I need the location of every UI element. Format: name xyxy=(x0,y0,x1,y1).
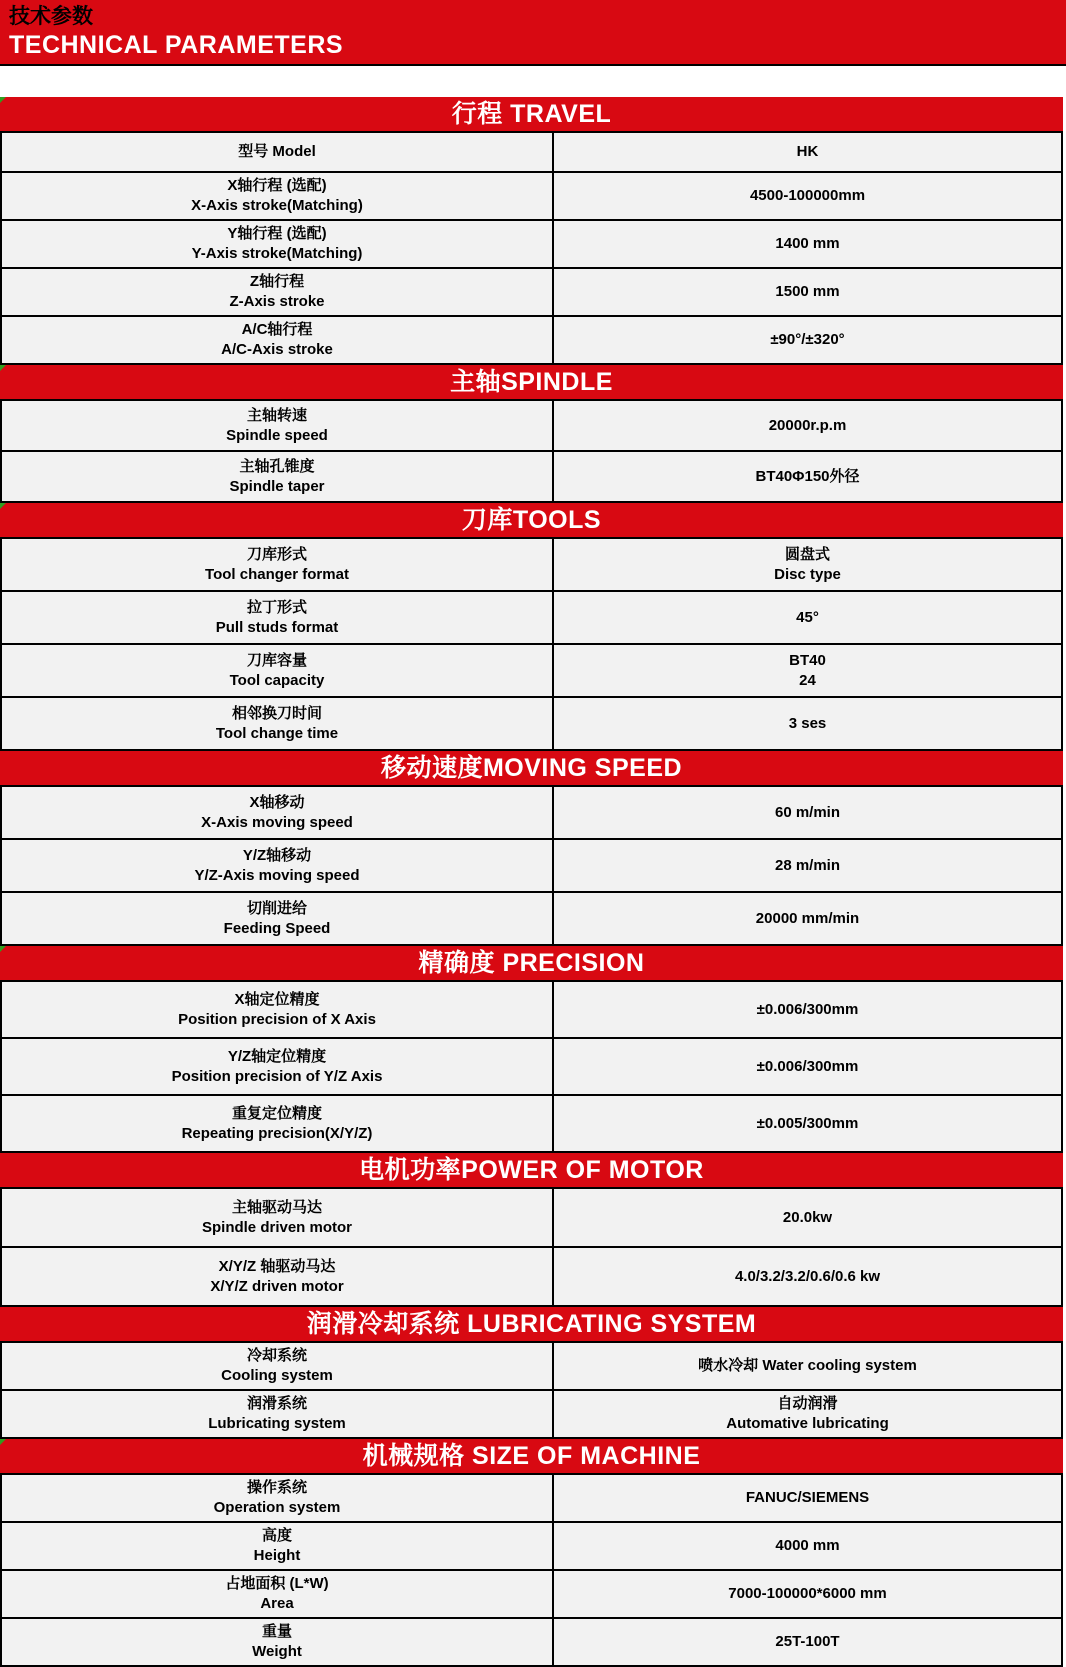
row-value-line: 4500-100000mm xyxy=(749,187,866,204)
row-value xyxy=(554,1571,1061,1617)
row-label-line: Tool changer format xyxy=(205,565,349,583)
row-label xyxy=(2,787,554,838)
section-precision xyxy=(0,946,1063,1153)
row-label-line: 刀库容量 xyxy=(246,651,307,669)
row-label-line: Weight xyxy=(252,1643,302,1660)
row-value-line: BT40Φ150外径 xyxy=(755,467,860,485)
row-label xyxy=(2,893,554,944)
table-row xyxy=(0,1475,1063,1523)
row-label xyxy=(2,539,554,590)
row-label-line: X/Y/Z 轴驱动马达 xyxy=(218,1257,336,1275)
technical-parameters-table xyxy=(0,97,1063,1667)
row-label-line: Pull studs format xyxy=(215,618,339,636)
row-value-line: 20000r.p.m xyxy=(768,416,847,434)
row-value-line: HK xyxy=(796,143,819,160)
row-label-line: 刀库形式 xyxy=(246,545,307,563)
section-lubricating-system xyxy=(0,1307,1063,1439)
row-value xyxy=(554,1248,1061,1305)
row-label xyxy=(2,698,554,749)
section-size-of-machine xyxy=(0,1439,1063,1667)
row-label xyxy=(2,1248,554,1305)
row-label-line: A/C轴行程 xyxy=(241,321,313,338)
row-value xyxy=(554,1619,1061,1665)
row-label-line: Spindle speed xyxy=(226,426,328,444)
page-title-zh: 技术参数 xyxy=(9,5,93,28)
row-label-line: Lubricating system xyxy=(208,1415,346,1432)
row-value xyxy=(554,1391,1061,1437)
row-value-line: 24 xyxy=(799,671,816,689)
row-label xyxy=(2,452,554,501)
row-label-line: Y-Axis stroke(Matching) xyxy=(191,245,363,262)
table-row xyxy=(0,1391,1063,1439)
row-label-line: X轴行程 (选配) xyxy=(227,177,327,194)
table-row xyxy=(0,317,1063,365)
row-value-line: 7000-100000*6000 mm xyxy=(728,1585,887,1602)
section-travel xyxy=(0,97,1063,365)
row-value xyxy=(554,401,1061,450)
row-label xyxy=(2,269,554,315)
row-label-line: 拉丁形式 xyxy=(246,598,307,616)
row-label-line: 操作系统 xyxy=(246,1479,307,1496)
row-value xyxy=(554,539,1061,590)
table-row xyxy=(0,1248,1063,1307)
row-value-line: Automative lubricating xyxy=(726,1415,889,1432)
row-label-line: Spindle taper xyxy=(229,477,325,495)
row-value xyxy=(554,221,1061,267)
row-label xyxy=(2,1039,554,1094)
section-header-lubricating-system: 润滑冷却系统 LUBRICATING SYSTEM xyxy=(0,1307,1063,1343)
row-label xyxy=(2,1475,554,1521)
row-label-line: 重复定位精度 xyxy=(231,1104,322,1122)
row-label xyxy=(2,982,554,1037)
row-label-line: Operation system xyxy=(213,1499,341,1516)
row-label xyxy=(2,592,554,643)
row-value xyxy=(554,592,1061,643)
row-value-line: BT40 xyxy=(789,651,826,669)
corner-marker-icon xyxy=(0,97,6,103)
table-row xyxy=(0,221,1063,269)
table-row xyxy=(0,1619,1063,1667)
row-value-line: 4000 mm xyxy=(775,1537,840,1554)
row-label-line: X轴定位精度 xyxy=(234,990,320,1008)
row-label-line: Z轴行程 xyxy=(249,273,305,290)
corner-marker-icon xyxy=(0,365,6,371)
row-label xyxy=(2,1343,554,1389)
row-label-line: Y轴行程 (选配) xyxy=(227,225,327,242)
row-label-line: Area xyxy=(260,1595,294,1612)
row-label-line: Y/Z轴移动 xyxy=(242,846,312,864)
row-label-line: Cooling system xyxy=(221,1367,333,1384)
row-label-line: 相邻换刀时间 xyxy=(231,704,322,722)
table-row xyxy=(0,1343,1063,1391)
table-row xyxy=(0,173,1063,221)
section-moving-speed xyxy=(0,751,1063,946)
section-power-of-motor xyxy=(0,1153,1063,1307)
row-label-line: 冷却系统 xyxy=(246,1347,307,1364)
row-label xyxy=(2,645,554,696)
table-row xyxy=(0,1096,1063,1153)
table-row xyxy=(0,1039,1063,1096)
section-header-travel: 行程 TRAVEL xyxy=(0,97,1063,133)
row-value-line: Disc type xyxy=(774,565,841,583)
row-value-line: 1500 mm xyxy=(775,283,840,300)
section-spindle xyxy=(0,365,1063,503)
row-value-line: 自动润滑 xyxy=(777,1395,838,1412)
banner-gap xyxy=(0,66,1066,97)
row-label xyxy=(2,401,554,450)
table-row xyxy=(0,982,1063,1039)
row-label xyxy=(2,1523,554,1569)
table-row xyxy=(0,893,1063,946)
table-row xyxy=(0,1523,1063,1571)
row-value-line: 60 m/min xyxy=(774,803,841,821)
row-label-line: Height xyxy=(253,1547,301,1564)
table-row xyxy=(0,592,1063,645)
row-label-line: Z-Axis stroke xyxy=(229,293,325,310)
row-value-line: ±0.006/300mm xyxy=(756,1057,859,1075)
row-value-line: 20000 mm/min xyxy=(755,909,860,927)
section-tools xyxy=(0,503,1063,751)
row-label xyxy=(2,173,554,219)
section-header-spindle: 主轴SPINDLE xyxy=(0,365,1063,401)
row-value xyxy=(554,1475,1061,1521)
row-value xyxy=(554,1343,1061,1389)
section-header-power-of-motor: 电机功率POWER OF MOTOR xyxy=(0,1153,1063,1189)
row-label xyxy=(2,133,554,171)
page-title-en: TECHNICAL PARAMETERS xyxy=(9,31,344,59)
row-value-line: 45° xyxy=(796,608,819,626)
row-label-line: 高度 xyxy=(261,1527,292,1544)
row-label-line: 切削进给 xyxy=(246,899,307,917)
row-value xyxy=(554,173,1061,219)
row-label-line: Spindle driven motor xyxy=(201,1218,352,1236)
row-label-line: Feeding Speed xyxy=(223,919,331,937)
row-label-line: A/C-Axis stroke xyxy=(221,341,333,358)
corner-marker-icon xyxy=(0,1439,6,1445)
row-label-line: Position precision of X Axis xyxy=(178,1010,376,1028)
table-row xyxy=(0,1189,1063,1248)
table-row xyxy=(0,401,1063,452)
row-value xyxy=(554,1189,1061,1246)
row-label-line: X/Y/Z driven motor xyxy=(210,1277,344,1295)
table-row xyxy=(0,133,1063,173)
row-label xyxy=(2,840,554,891)
table-row xyxy=(0,452,1063,503)
row-value-line: 25T-100T xyxy=(775,1633,840,1650)
table-row xyxy=(0,1571,1063,1619)
row-label xyxy=(2,1189,554,1246)
row-label xyxy=(2,1619,554,1665)
row-label-line: 主轴孔锥度 xyxy=(239,457,315,475)
row-value xyxy=(554,133,1061,171)
row-value-line: 3 ses xyxy=(788,714,827,732)
section-header-tools: 刀库TOOLS xyxy=(0,503,1063,539)
row-label-line: Position precision of Y/Z Axis xyxy=(171,1067,383,1085)
row-value xyxy=(554,982,1061,1037)
table-row xyxy=(0,698,1063,751)
row-value xyxy=(554,317,1061,363)
table-row xyxy=(0,645,1063,698)
row-label-line: Y/Z-Axis moving speed xyxy=(194,866,360,884)
row-label xyxy=(2,221,554,267)
row-label-line: Tool capacity xyxy=(229,671,325,689)
row-value xyxy=(554,698,1061,749)
section-header-precision: 精确度 PRECISION xyxy=(0,946,1063,982)
row-label-line: 主轴驱动马达 xyxy=(231,1198,322,1216)
row-value xyxy=(554,645,1061,696)
row-label-line: 重量 xyxy=(261,1623,292,1640)
row-label xyxy=(2,1096,554,1151)
row-value-line: 喷水冷却 Water cooling system xyxy=(698,1357,917,1374)
row-label-line: Tool change time xyxy=(215,724,339,742)
row-value-line: 28 m/min xyxy=(774,856,841,874)
row-label-line: 主轴转速 xyxy=(246,406,307,424)
row-value xyxy=(554,1039,1061,1094)
row-label xyxy=(2,1391,554,1437)
row-value-line: 1400 mm xyxy=(775,235,840,252)
row-label-line: Y/Z轴定位精度 xyxy=(227,1047,327,1065)
row-value-line: 4.0/3.2/3.2/0.6/0.6 kw xyxy=(734,1267,881,1285)
table-row xyxy=(0,539,1063,592)
section-header-size-of-machine: 机械规格 SIZE OF MACHINE xyxy=(0,1439,1063,1475)
row-value-line: 圆盘式 xyxy=(784,545,830,563)
row-label-line: X轴移动 xyxy=(249,793,305,811)
section-header-moving-speed: 移动速度MOVING SPEED xyxy=(0,751,1063,787)
row-value-line: FANUC/SIEMENS xyxy=(745,1489,870,1506)
row-value-line: ±0.006/300mm xyxy=(756,1000,859,1018)
table-row xyxy=(0,787,1063,840)
row-value xyxy=(554,1096,1061,1151)
row-label-line: 型号 Model xyxy=(238,143,316,160)
row-value xyxy=(554,893,1061,944)
row-value xyxy=(554,840,1061,891)
row-value-line: ±0.005/300mm xyxy=(756,1114,859,1132)
row-value xyxy=(554,452,1061,501)
row-label-line: 占地面积 (L*W) xyxy=(225,1575,329,1592)
row-label-line: 润滑系统 xyxy=(246,1395,307,1412)
row-label-line: X-Axis moving speed xyxy=(201,813,353,831)
row-label xyxy=(2,1571,554,1617)
row-value xyxy=(554,787,1061,838)
row-label-line: Repeating precision(X/Y/Z) xyxy=(181,1124,373,1142)
corner-marker-icon xyxy=(0,946,6,952)
row-label xyxy=(2,317,554,363)
title-banner xyxy=(0,0,1066,66)
corner-marker-icon xyxy=(0,503,6,509)
row-value-line: ±90°/±320° xyxy=(770,331,845,348)
row-value xyxy=(554,269,1061,315)
table-row xyxy=(0,840,1063,893)
row-value-line: 20.0kw xyxy=(782,1208,833,1226)
row-label-line: X-Axis stroke(Matching) xyxy=(191,197,363,214)
table-row xyxy=(0,269,1063,317)
row-value xyxy=(554,1523,1061,1569)
